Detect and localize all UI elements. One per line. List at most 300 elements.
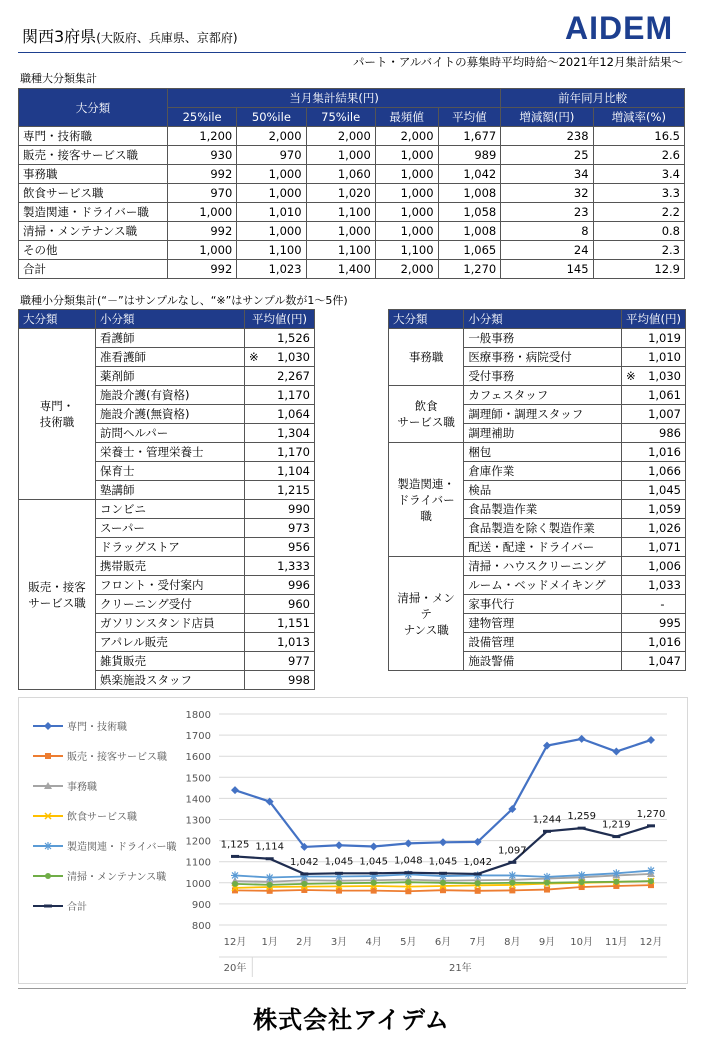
table-cell: 1,000: [375, 203, 438, 222]
minor-value: 1,333: [263, 557, 315, 576]
sample-mark: [622, 462, 641, 481]
sample-mark: [622, 652, 641, 671]
data-point: [544, 887, 550, 893]
data-point: [44, 905, 52, 908]
minor-name: 家事代行: [464, 595, 622, 614]
sample-mark: [622, 614, 641, 633]
sample-mark: [622, 519, 641, 538]
column-header: 増減額(円): [501, 108, 593, 127]
minor-value: 1,526: [263, 329, 315, 348]
table-row: [19, 146, 685, 165]
table-cell: 1,000: [237, 184, 306, 203]
table-cell: 2.3: [593, 241, 684, 260]
minor-value: 1,006: [640, 557, 685, 576]
sample-mark: [245, 538, 264, 557]
data-point: [508, 861, 516, 864]
minor-name: 施設介護(有資格): [96, 386, 245, 405]
table-cell: 1,000: [237, 165, 306, 184]
minor-value: 1,064: [263, 405, 315, 424]
sample-mark: [245, 443, 264, 462]
sample-mark: [245, 652, 264, 671]
data-point: [231, 871, 239, 879]
data-point: [45, 873, 51, 879]
minor-name: スーパー: [96, 519, 245, 538]
list-item: [19, 329, 315, 348]
row-category: 清掃・メンテナンス職: [19, 222, 168, 241]
sample-mark: [622, 348, 641, 367]
table-cell: 1,023: [237, 260, 306, 279]
data-label: 1,244: [532, 814, 562, 826]
sample-mark: [245, 557, 264, 576]
minor-name: 訪問ヘルパー: [96, 424, 245, 443]
row-category: 製造関連・ドライバー職: [19, 203, 168, 222]
table-cell: 2,000: [375, 127, 438, 146]
sample-mark: [622, 481, 641, 500]
minor-value: 1,013: [263, 633, 315, 652]
year-label: 21年: [448, 963, 472, 974]
column-header: 25%ile: [168, 108, 237, 127]
data-point: [405, 879, 411, 885]
company-name: 株式会社アイデム: [253, 1006, 450, 1034]
data-point: [336, 880, 342, 886]
data-point: [578, 735, 586, 743]
column-header: 平均値: [438, 108, 501, 127]
data-point: [509, 887, 515, 893]
minor-name: 看護師: [96, 329, 245, 348]
table-cell: 1,020: [306, 184, 375, 203]
minor-name: 調理師・調理スタッフ: [464, 405, 622, 424]
minor-value: 1,304: [263, 424, 315, 443]
row-category: 専門・技術職: [19, 127, 168, 146]
sample-mark: [245, 405, 264, 424]
table-cell: 24: [501, 241, 593, 260]
minor-value: 1,059: [640, 500, 685, 519]
minor-value: 973: [263, 519, 315, 538]
table-row: [19, 260, 685, 279]
minor-name: 食品製造作業: [464, 500, 622, 519]
minor-name: 建物管理: [464, 614, 622, 633]
row-category: 飲食サービス職: [19, 184, 168, 203]
minor-name: 施設警備: [464, 652, 622, 671]
table-cell: 1,000: [375, 165, 438, 184]
y-tick-label: 1500: [185, 773, 211, 785]
y-tick-label: 900: [191, 899, 211, 911]
group-label-text: 専門・ 技術職: [39, 399, 75, 429]
data-point: [44, 722, 52, 730]
minor-name: ドラッグストア: [96, 538, 245, 557]
minor-name: カフェスタッフ: [464, 386, 622, 405]
minor-name: ガソリンスタンド店員: [96, 614, 245, 633]
minor-name: 薬剤師: [96, 367, 245, 386]
table-row: [19, 184, 685, 203]
minor-value: 1,170: [263, 443, 315, 462]
data-label: 1,097: [498, 845, 527, 857]
list-item: [389, 557, 686, 576]
region-sub: (大阪府、兵庫県、京都府): [96, 31, 238, 45]
minor-value: 1,071: [640, 538, 685, 557]
data-label: 1,042: [463, 856, 492, 868]
sample-mark: ※: [622, 367, 641, 386]
series-0: [231, 735, 655, 851]
minor-value: 1,019: [640, 329, 685, 348]
x-tick-label: 1月: [261, 937, 278, 948]
data-point: [474, 872, 482, 875]
data-label: 1,045: [359, 856, 388, 868]
legend-label: 事務職: [67, 782, 97, 793]
table-cell: 2.6: [593, 146, 684, 165]
data-point: [370, 843, 378, 851]
col-avg: 平均値(円): [245, 310, 315, 329]
minor-name: 食品製造を除く製造作業: [464, 519, 622, 538]
data-label: 1,048: [394, 855, 423, 867]
legend-label: 専門・技術職: [67, 722, 127, 733]
header-rule: [18, 52, 686, 53]
minor-value: 996: [263, 576, 315, 595]
minor-name: 保育士: [96, 462, 245, 481]
x-tick-label: 12月: [639, 937, 663, 948]
minor-value: 1,170: [263, 386, 315, 405]
minor-value: 2,267: [263, 367, 315, 386]
year-label: 20年: [223, 963, 247, 974]
legend-entry: [33, 840, 177, 853]
table-cell: 992: [168, 260, 237, 279]
data-label: 1,125: [220, 839, 250, 851]
row-category: その他: [19, 241, 168, 260]
region-title: [22, 24, 238, 47]
region-name: 関西3府県: [22, 27, 97, 46]
list-item: [389, 329, 686, 348]
minor-name: 塾講師: [96, 481, 245, 500]
minor-name: 設備管理: [464, 633, 622, 652]
sample-mark: [622, 405, 641, 424]
legend-label: 販売・接客サービス職: [67, 752, 167, 763]
sample-mark: [245, 614, 264, 633]
minor-name: 受付事務: [464, 367, 622, 386]
minor-value: 1,104: [263, 462, 315, 481]
table-cell: 2,000: [306, 127, 375, 146]
table-cell: 2,000: [375, 260, 438, 279]
minor-value: 1,010: [640, 348, 685, 367]
data-point: [543, 742, 551, 750]
table-cell: 989: [438, 146, 501, 165]
minor-name: 倉庫作業: [464, 462, 622, 481]
table-cell: 12.9: [593, 260, 684, 279]
sample-mark: [245, 500, 264, 519]
table-cell: 1,000: [306, 146, 375, 165]
sample-mark: [245, 633, 264, 652]
y-tick-label: 1600: [185, 752, 211, 764]
minor-table-right: [388, 309, 686, 671]
group-label: [389, 443, 464, 557]
minor-name: 配送・配達・ドライバー: [464, 538, 622, 557]
column-header: 50%ile: [237, 108, 306, 127]
x-tick-label: 12月: [223, 937, 247, 948]
legend-label: 飲食サービス職: [67, 812, 137, 823]
wage-trend-chart: [19, 698, 687, 983]
table-cell: 8: [501, 222, 593, 241]
data-point: [475, 880, 481, 886]
table-cell: 238: [501, 127, 593, 146]
sample-mark: [622, 329, 641, 348]
table-row: [19, 203, 685, 222]
group-label: [19, 329, 96, 500]
table-cell: 23: [501, 203, 593, 222]
table-cell: 1,400: [306, 260, 375, 279]
minor-value: 977: [263, 652, 315, 671]
data-point: [543, 873, 551, 881]
table-row: [19, 222, 685, 241]
data-point: [231, 855, 239, 858]
table-cell: 1,008: [438, 184, 501, 203]
col-major: 大分類: [19, 310, 96, 329]
y-tick-label: 1100: [185, 857, 211, 869]
minor-value: 1,045: [640, 481, 685, 500]
x-tick-label: 5月: [400, 937, 417, 948]
column-header: 最頻値: [375, 108, 438, 127]
group-label-text: 飲食 サービス職: [397, 399, 455, 429]
table-cell: 2.2: [593, 203, 684, 222]
sample-mark: [245, 595, 264, 614]
row-category: 合計: [19, 260, 168, 279]
data-point: [232, 881, 238, 887]
minor-value: 1,030: [263, 348, 315, 367]
data-point: [647, 736, 655, 744]
table-cell: 992: [168, 222, 237, 241]
sample-mark: [622, 538, 641, 557]
table-cell: 0.8: [593, 222, 684, 241]
col-major: 大分類: [389, 310, 464, 329]
table-cell: 1,058: [438, 203, 501, 222]
table-cell: 1,065: [438, 241, 501, 260]
minor-value: 1,151: [263, 614, 315, 633]
minor-section-label: 職種小分類集計(“－”はサンプルなし、“※”はサンプル数が1～5件): [20, 294, 348, 307]
minor-value: 1,066: [640, 462, 685, 481]
table-row: [19, 165, 685, 184]
major-header-row: [19, 89, 685, 108]
data-point: [544, 880, 550, 886]
legend-entry: [33, 750, 167, 763]
legend-label: 製造関連・ドライバー職: [67, 842, 177, 853]
legend-entry: [33, 810, 137, 823]
minor-name: 医療事務・病院受付: [464, 348, 622, 367]
minor-table-left: [18, 309, 315, 690]
y-tick-label: 1400: [185, 794, 211, 806]
table-cell: 970: [237, 146, 306, 165]
list-item: [389, 443, 686, 462]
table-cell: 3.4: [593, 165, 684, 184]
group-label-text: 事務職: [408, 350, 444, 364]
y-tick-label: 1700: [185, 731, 211, 743]
minor-name: 調理補助: [464, 424, 622, 443]
minor-name: コンビニ: [96, 500, 245, 519]
data-point: [300, 872, 308, 875]
table-cell: 145: [501, 260, 593, 279]
col-minor: 小分類: [464, 310, 622, 329]
minor-value: 990: [263, 500, 315, 519]
col-category: 大分類: [19, 89, 168, 127]
data-point: [439, 838, 447, 846]
data-point: [612, 748, 620, 756]
y-tick-label: 1200: [185, 836, 211, 848]
legend-entry: [33, 720, 127, 733]
col-avg: 平均値(円): [622, 310, 686, 329]
minor-name: 梱包: [464, 443, 622, 462]
table-cell: 1,270: [438, 260, 501, 279]
data-point: [648, 878, 654, 884]
y-tick-label: 1300: [185, 815, 211, 827]
column-header: 75%ile: [306, 108, 375, 127]
table-cell: 1,000: [168, 241, 237, 260]
data-point: [647, 867, 655, 875]
minor-header-row: [389, 310, 686, 329]
table-cell: 1,100: [306, 241, 375, 260]
x-tick-label: 9月: [538, 937, 556, 948]
table-cell: 970: [168, 184, 237, 203]
table-cell: 1,100: [375, 241, 438, 260]
data-point: [475, 888, 481, 894]
table-cell: 1,010: [237, 203, 306, 222]
list-item: [389, 386, 686, 405]
x-tick-label: 8月: [504, 937, 521, 948]
group-label: [389, 557, 464, 671]
sample-mark: [245, 424, 264, 443]
table-cell: 25: [501, 146, 593, 165]
table-row: [19, 241, 685, 260]
row-category: 販売・接客サービス職: [19, 146, 168, 165]
group-current: 当月集計結果(円): [168, 89, 501, 108]
x-tick-label: 4月: [365, 937, 382, 948]
table-cell: 1,008: [438, 222, 501, 241]
minor-header-row: [19, 310, 315, 329]
minor-value: 1,061: [640, 386, 685, 405]
list-item: [19, 500, 315, 519]
group-label: [389, 386, 464, 443]
x-tick-label: 6月: [434, 937, 452, 948]
x-tick-label: 7月: [469, 937, 486, 948]
minor-name: 清掃・ハウスクリーニング: [464, 557, 622, 576]
data-point: [508, 871, 516, 879]
y-tick-label: 800: [191, 921, 211, 932]
table-cell: 1,677: [438, 127, 501, 146]
sample-mark: [245, 462, 264, 481]
col-minor: 小分類: [96, 310, 245, 329]
data-point: [578, 827, 586, 830]
data-point: [45, 753, 51, 759]
y-tick-label: 1800: [185, 710, 211, 721]
table-cell: 16.5: [593, 127, 684, 146]
data-point: [44, 842, 52, 850]
legend-entry: [33, 780, 97, 793]
minor-value: 1,016: [640, 633, 685, 652]
group-label-text: 清掃・メンテ ナンス職: [397, 590, 455, 637]
x-tick-label: 3月: [330, 937, 348, 948]
sample-mark: [622, 595, 641, 614]
table-row: [19, 127, 685, 146]
minor-name: 娯楽施設スタッフ: [96, 671, 245, 690]
table-cell: 1,000: [306, 222, 375, 241]
legend-entry: [33, 900, 87, 913]
table-cell: 1,000: [168, 203, 237, 222]
major-category-table: [18, 88, 685, 279]
data-point: [266, 857, 274, 860]
data-point: [579, 879, 585, 885]
row-category: 事務職: [19, 165, 168, 184]
data-point: [578, 871, 586, 879]
data-point: [404, 871, 412, 874]
data-label: 1,045: [324, 856, 354, 868]
group-label: [19, 500, 96, 690]
data-point: [335, 841, 343, 849]
data-point: [266, 874, 274, 882]
sample-mark: [245, 519, 264, 538]
sample-mark: [245, 671, 264, 690]
minor-name: 一般事務: [464, 329, 622, 348]
data-point: [612, 869, 620, 877]
table-cell: 1,000: [375, 184, 438, 203]
minor-value: 960: [263, 595, 315, 614]
data-label: 1,114: [255, 841, 284, 853]
legend-label: 合計: [67, 902, 87, 913]
aidem-logo: AIDEM: [565, 10, 674, 46]
sample-mark: ※: [245, 348, 264, 367]
data-point: [612, 835, 620, 838]
minor-name: フロント・受付案内: [96, 576, 245, 595]
sample-mark: [622, 424, 641, 443]
minor-name: 検品: [464, 481, 622, 500]
sample-mark: [622, 443, 641, 462]
data-point: [440, 880, 446, 886]
minor-value: 1,033: [640, 576, 685, 595]
minor-name: 携帯販売: [96, 557, 245, 576]
report-subtitle: パート・アルバイトの募集時平均時給～2021年12月集計結果～: [352, 55, 683, 69]
y-tick-label: 1000: [185, 878, 211, 890]
sample-mark: [245, 481, 264, 500]
data-point: [647, 824, 655, 827]
table-cell: 930: [168, 146, 237, 165]
x-tick-label: 10月: [570, 937, 594, 948]
data-point: [439, 872, 447, 875]
sample-mark: [622, 633, 641, 652]
minor-name: アパレル販売: [96, 633, 245, 652]
table-cell: 1,200: [168, 127, 237, 146]
sample-mark: [622, 557, 641, 576]
x-tick-label: 2月: [296, 937, 313, 948]
group-yoy: 前年同月比較: [501, 89, 685, 108]
sample-mark: [622, 386, 641, 405]
minor-value: 998: [263, 671, 315, 690]
table-cell: 1,000: [375, 146, 438, 165]
sample-mark: [245, 329, 264, 348]
legend-label: 清掃・メンテナンス職: [67, 872, 167, 883]
data-point: [231, 786, 239, 794]
group-label-text: 製造関連・ ドライバー職: [397, 476, 455, 523]
data-point: [613, 879, 619, 885]
table-cell: 34: [501, 165, 593, 184]
column-header: 増減率(%): [593, 108, 684, 127]
sample-mark: [245, 576, 264, 595]
group-label: [389, 329, 464, 386]
data-point: [301, 881, 307, 887]
minor-value: -: [640, 595, 685, 614]
data-point: [370, 872, 378, 875]
minor-value: 1,007: [640, 405, 685, 424]
data-label: 1,270: [636, 808, 666, 820]
chart-frame: [18, 697, 688, 984]
footer-rule: [18, 988, 686, 989]
group-label-text: 販売・接客 サービス職: [28, 579, 86, 610]
minor-value: 986: [640, 424, 685, 443]
data-label: 1,219: [602, 819, 631, 831]
